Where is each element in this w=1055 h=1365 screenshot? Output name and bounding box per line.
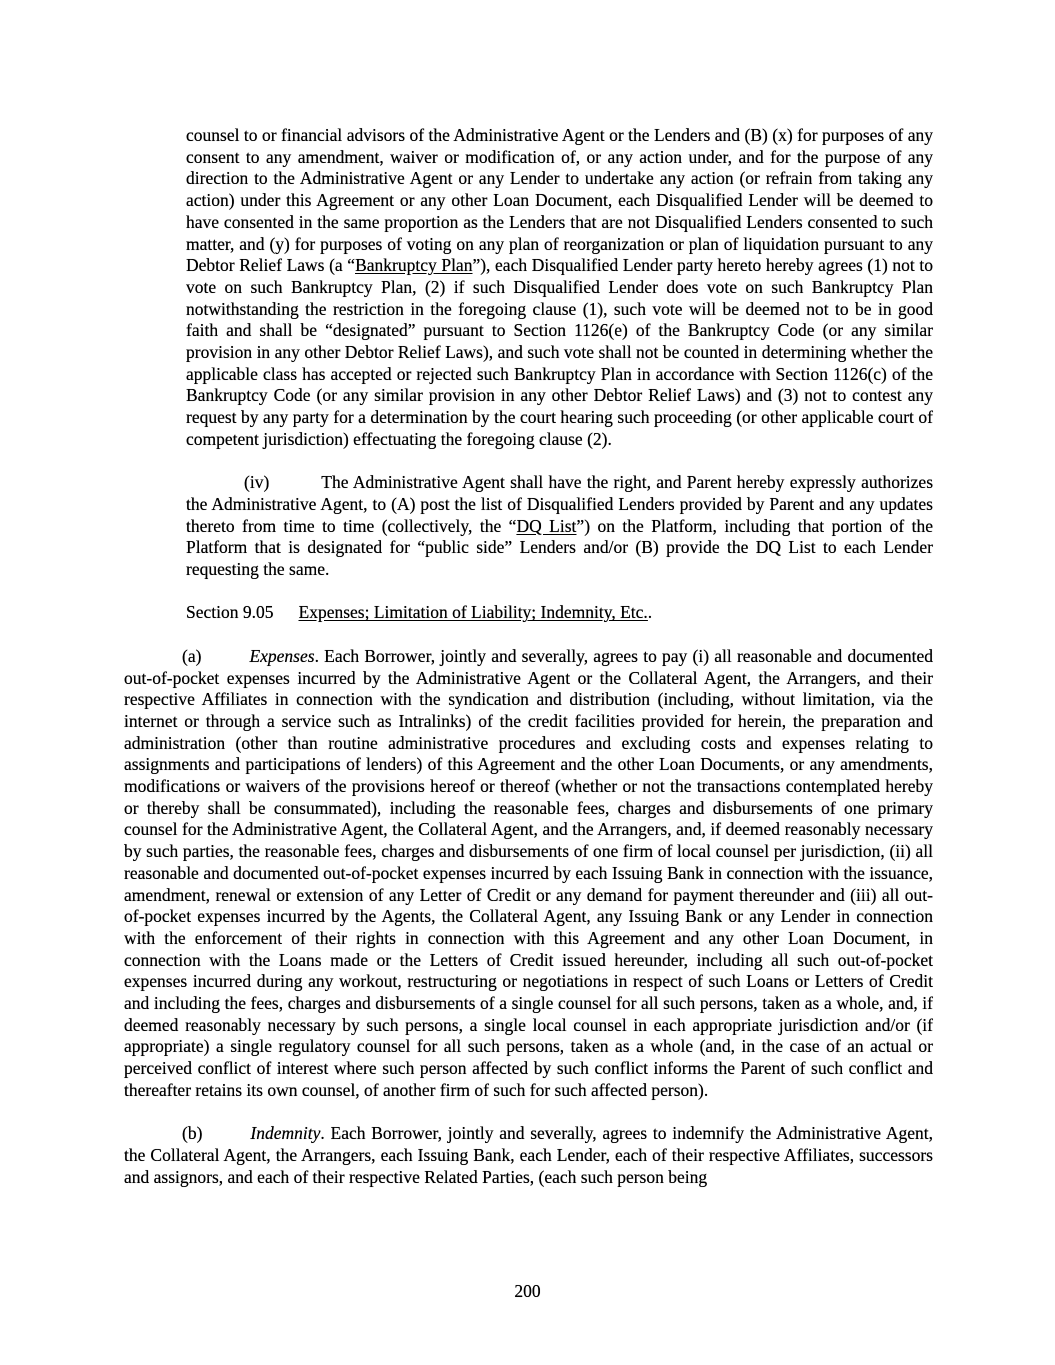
section-905-heading [186,602,933,624]
italic-term: Indemnity [250,1123,321,1144]
text-run: counsel to or financial advisors of the Administrative Agent or the Lenders and (B) (x) for purposes of any consent to any amendment, waiver or modification of, or any action under, and for the purpose of any direction to the Administrative Agent or any Lender to undertake any action (or refrain from taking any action) under this Agreement or any other Loan Document, each Disqualified Lender will be deemed to have consented in the same proportion as the Lenders that are not Disqualified Lenders consented to such matter, and (y) for purposes of voting on any plan of reorganization or plan of liquidation pursuant to any Debtor Relief Laws (a “ [186,125,933,276]
underlined-defined-term: Expenses; Limitation of Liability; Indemnity, Etc. [298,602,648,623]
text-run: Section 9.05 [186,602,274,623]
document-body [124,125,933,1188]
text-run: (iv) [244,472,270,493]
clause-iv-paragraph [186,472,933,581]
text-run: (a) [182,645,202,666]
paragraph-a-expenses [124,646,933,1102]
text-run: . [647,602,653,623]
text-run: ”) on the Platform, including that portion of the Platform that is designated for “public side” Lenders and/or (B) provide the DQ List to each Lender requesting the same. [186,515,934,580]
text-run: . Each Borrower, jointly and severally, agrees to indemnify the Administrative Agent, the Collateral Agent, the Arrangers, each Issuing Bank, each Lender, each of their respective Affiliates, successors and assignors, and each of their respective Related Parties, (each such person being [124,1123,933,1187]
italic-term: Expenses [249,645,315,666]
underlined-defined-term: Bankruptcy Plan [355,255,473,276]
text-run: ”), each Disqualified Lender party hereto hereby agrees (1) not to vote on such Bankruptcy Plan, (2) if such Disqualified Lender does vote on such Bankruptcy Plan notwithstanding the restriction in the foregoing clause (1), such vote will be deemed not to be in good faith and shall be “designated” pursuant to Section 1126(e) of the Bankruptcy Code (or any similar provision in any other Debtor Relief Laws), and such vote shall not be counted in determining whether the applicable class has accepted or rejected such Bankruptcy Plan in accordance with Section 1126(c) of the Bankruptcy Code (or any similar provision in any other Debtor Relief Laws) and (3) not to contest any request by any party for a determination by the court hearing such proceeding (or other applicable court of competent jurisdiction) effectuating the foregoing clause (2). [186,255,934,449]
text-run: (b) [182,1123,203,1144]
page-number: 200 [514,1281,541,1301]
paragraph-b-indemnity [124,1123,933,1188]
underlined-defined-term: DQ List [516,515,577,536]
text-run: The Administrative Agent shall have the right, and Parent hereby expressly authorizes the Administrative Agent, to (A) post the list of Disqualified Lenders provided by Parent and any updates thereto from time to time (collectively, the “ [186,472,933,536]
text-run: . Each Borrower, jointly and severally, agrees to pay (i) all reasonable and documented out-of-pocket expenses incurred by the Administrative Agent or the Collateral Agent, the Arrangers, and their respective Affiliates in connection with the syndication and distribution (including, without limitation, via the internet or through a service such as Intralinks) of the credit facilities provided for herein, the preparation and administration (other than routine administrative procedures and excluding costs and expenses relating to assignments and participations of lenders) of this Agreement and the other Loan Documents, or any amendments, modifications or waivers of the provisions hereof or thereof (whether or not the transactions contemplated hereby or thereby shall be consummated), including the reasonable fees, charges and disbursements of one primary counsel for the Administrative Agent, the Collateral Agent, and the Arrangers, and, if deemed reasonably necessary by such parties, the reasonable fees, charges and disbursements of one firm of local counsel per jurisdiction, (ii) all reasonable and documented out-of-pocket expenses incurred by each Issuing Bank in connection with the issuance, amendment, renewal or extension of any Letter of Credit or any demand for payment thereunder and (iii) all out-of-pocket expenses incurred by the Agents, the Collateral Agent, any Issuing Bank or any Lender in connection with the enforcement of their rights in connection with this Agreement and any other Loan Document, in connection with the Loans made or the Letters of Credit issued hereunder, including all such out-of-pocket expenses incurred during any workout, restructuring or negotiations in respect of such Loans or Letters of Credit and including the fees, charges and disbursements of a single counsel for all such persons, taken as a whole, and, if deemed reasonably necessary by such persons, a single local counsel in each appropriate jurisdiction and/or (if appropriate) a single regulatory counsel for all such persons, taken as a whole (and, in the case of an actual or perceived conflict of interest where such person affected by such conflict informs the Parent of such conflict and thereafter retains its own counsel, of another firm of such for such affected person). [124,645,933,1100]
clause-continuation-paragraph [186,125,933,451]
